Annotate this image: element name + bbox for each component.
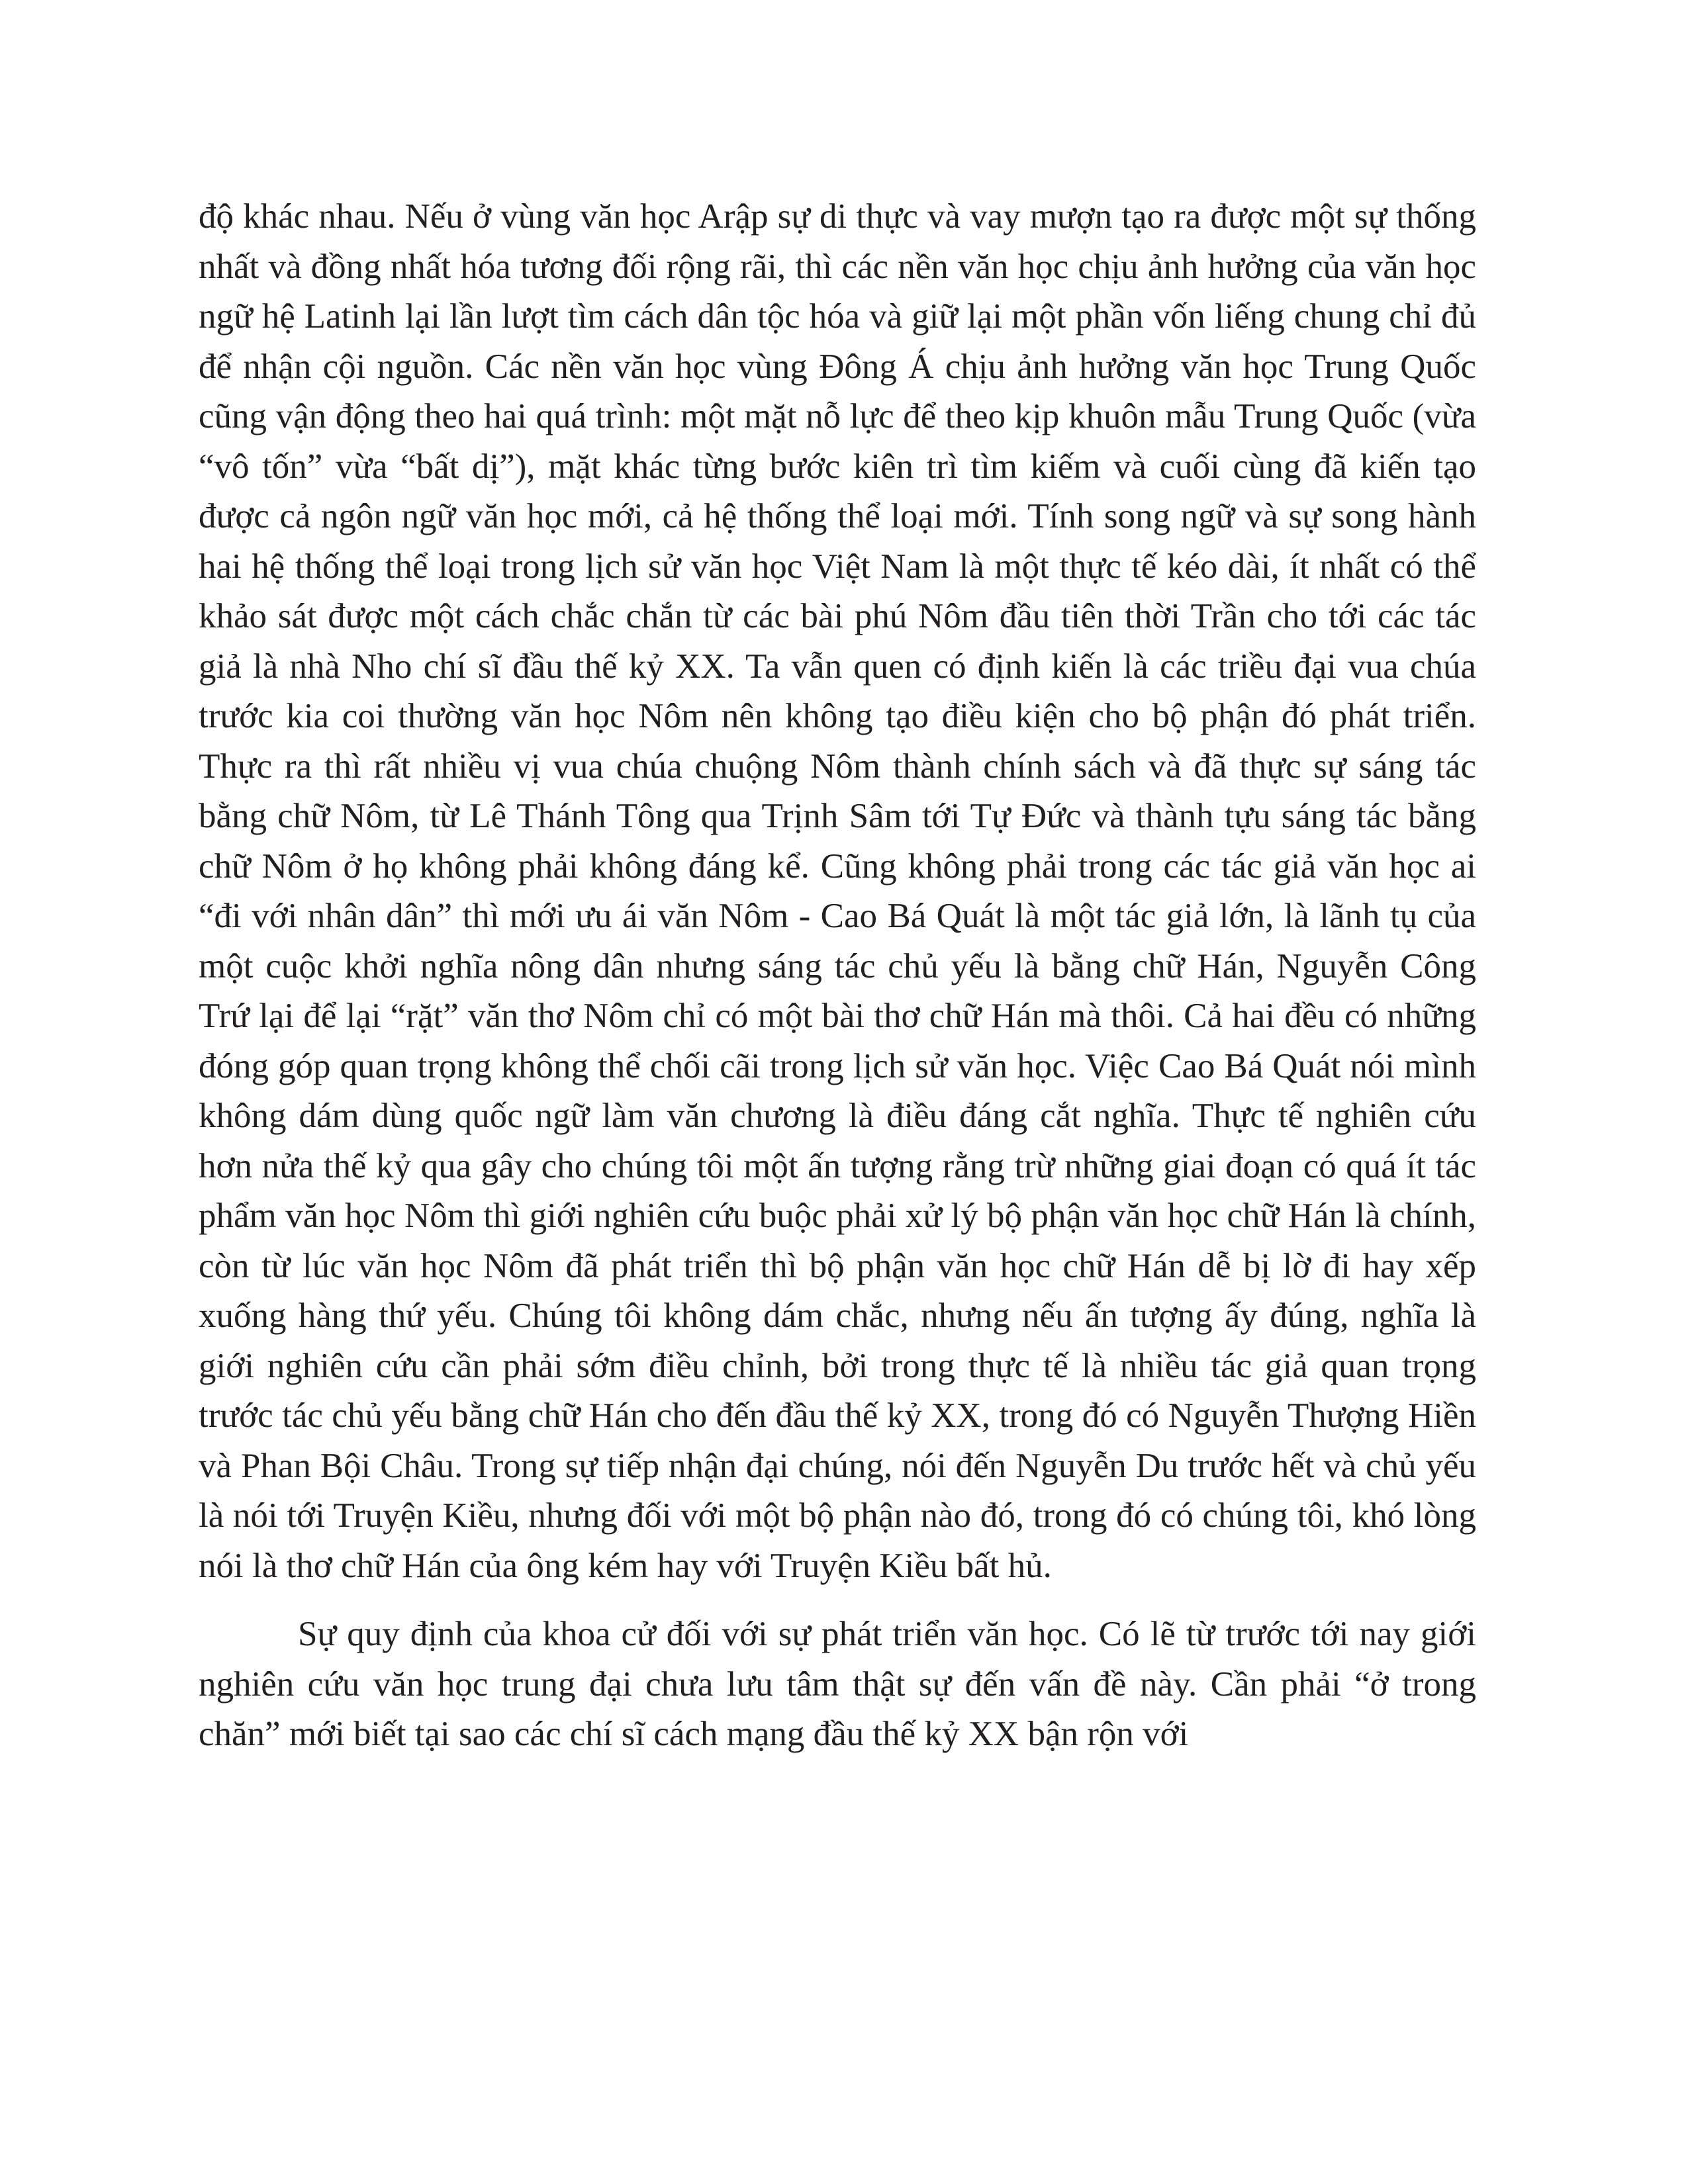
paragraph-continued: độ khác nhau. Nếu ở vùng văn học Arập sự di thực và vay mượn tạo ra được một sự thống nhất và đồng nhất hóa tương đối rộng rãi, thì các nền văn học chịu ảnh hưởng của văn học ngữ hệ Latinh lại lần lượt tìm cách dân tộc hóa và giữ lại một phần vốn liếng chung chỉ đủ để nhận cội nguồn. Các nền văn học vùng Đông Á chịu ảnh hưởng văn học Trung Quốc cũng vận động theo hai quá trình: một mặt nỗ lực để theo kịp khuôn mẫu Trung Quốc (vừa “vô tốn” vừa “bất dị”), mặt khác từng bước kiên trì tìm kiếm và cuối cùng đã kiến tạo được cả ngôn ngữ văn học mới, cả hệ thống thể loại mới. Tính song ngữ và sự song hành hai hệ thống thể loại trong lịch sử văn học Việt Nam là một thực tế kéo dài, ít nhất có thể khảo sát được một cách chắc chắn từ các bài phú Nôm đầu tiên thời Trần cho tới các tác giả là nhà Nho chí sĩ đầu thế kỷ XX. Ta vẫn quen có định kiến là các triều đại vua chúa trước kia coi thường văn học Nôm nên không tạo điều kiện cho bộ phận đó phát triển. Thực ra thì rất nhiều vị vua chúa chuộng Nôm thành chính sách và đã thực sự sáng tác bằng chữ Nôm, từ Lê Thánh Tông qua Trịnh Sâm tới Tự Đức và thành tựu sáng tác bằng chữ Nôm ở họ không phải không đáng kể. Cũng không phải trong các tác giả văn học ai “đi với nhân dân” thì mới ưu ái văn Nôm - Cao Bá Quát là một tác giả lớn, là lãnh tụ của một cuộc khởi nghĩa nông dân nhưng sáng tác chủ yếu là bằng chữ Hán, Nguyễn Công Trứ lại để lại “rặt” văn thơ Nôm chỉ có một bài thơ chữ Hán mà thôi. Cả hai đều có những đóng góp quan trọng không thể chối cãi trong lịch sử văn học. Việc Cao Bá Quát nói mình không dám dùng quốc ngữ làm văn chương là điều đáng cắt nghĩa. Thực tế nghiên cứu hơn nửa thế kỷ qua gây cho chúng tôi một ấn tượng rằng trừ những giai đoạn có quá ít tác phẩm văn học Nôm thì giới nghiên cứu buộc phải xử lý bộ phận văn học chữ Hán là chính, còn từ lúc văn học Nôm đã phát triển thì bộ phận văn học chữ Hán dễ bị lờ đi hay xếp xuống hàng thứ yếu. Chúng tôi không dám chắc, nhưng nếu ấn tượng ấy đúng, nghĩa là giới nghiên cứu cần phải sớm điều chỉnh, bởi trong thực tế là nhiều tác giả quan trọng trước tác chủ yếu bằng chữ Hán cho đến đầu thế kỷ XX, trong đó có Nguyễn Thượng Hiền và Phan Bội Châu. Trong sự tiếp nhận đại chúng, nói đến Nguyễn Du trước hết và chủ yếu là nói tới Truyện Kiều, nhưng đối với một bộ phận nào đó, trong đó có chúng tôi, khó lòng nói là thơ chữ Hán của ông kém hay với Truyện Kiều bất hủ. — [199, 197, 1476, 1585]
paragraph-exam-system: Sự quy định của khoa cử đối với sự phát triển văn học. Có lẽ từ trước tới nay giới nghiên cứu văn học trung đại chưa lưu tâm thật sự đến vấn đề này. Cần phải “ở trong chăn” mới biết tại sao các chí sĩ cách mạng đầu thế kỷ XX bận rộn với — [199, 1615, 1476, 1753]
body-text — [199, 192, 1476, 1760]
